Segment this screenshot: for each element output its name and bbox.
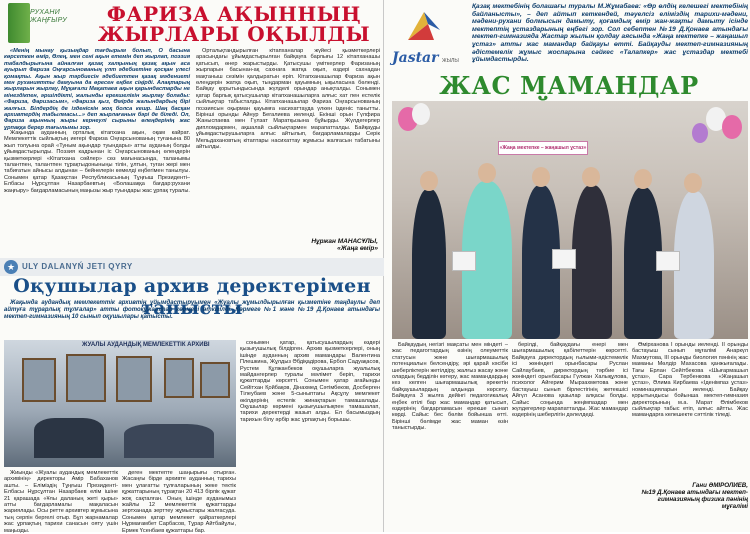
rubric-line1: РУХАНИ [30, 9, 61, 16]
right-intro: Қазақ мектебінің болашағы туралы М.Жұмабаев: «Өр өлдің келешегі мектебінің байланысты», – деп айтып кеткендей, тәуелсіз еліміздің тарихи-мәдени, мәдени-рухани болмысын дамыту, қоғамдық өмір жан-жақты дамыту ісінде мектептің ұстаздарының еңбегі зор. Сол себептен №19 Д.Қонаев атындағы мектеп-гимназияда Жастар жылын қолдау аясында «Жаңа мектепке – жаңашыл ұстаз» атты жас мамандар байқауы өтті. Байқауды мектеп-гимназияның әдістемелік жұмыс жоспарына сәйкес «Талапкер» жас ұстаздар мектебі ұйымдастырды. [472, 3, 748, 64]
headline-line1: ФАРИЗА АҚЫННЫҢ [106, 2, 362, 26]
person-head [634, 169, 652, 189]
author-paper: «Жаңа өмір» [337, 245, 378, 252]
right-col2-text: берілді, байқаудағы енері мен шығармашылық қабілеттерін көрсетті. Байқауға директордың ғылыми-әдістемелік ісі жөніндегі орынбасары Руслан Сайлаубаев, директордың тәрбие ісі жөніндегі орынбасары Гүлжан Халықұлова, психолог Айгерим Мырзахметова және бастауыш сынып бірлестігінің жетекшісі Айгүл Асанова қазылар алқасы болды. Сайыс соңында жеңімпаздар мен жүлдегерлер марапатталды. Жас мамандар өздерінің шеберлігін дәлелдеді. [512, 342, 628, 419]
person-head [420, 171, 438, 191]
jastar-logo-icon [404, 10, 444, 44]
jastar-logo [390, 6, 466, 72]
section-band-title: ULY DALANYŃ JETI QYRY [22, 262, 133, 271]
article2-col-bm-text: деген мектепте шаңырығы отырған. Жасаңғы бірде архивте ауданның тарихы мен ұлағатты тұлғаларының жеке тектік құжаттарының тұрақтан 20 413 бірлік құжат жоқ сақталған. Оның ішінде ауданымыз жайлы 12 мемлекеттік құжаттарды зертханада зерттеу жұмыстары жалғасуда. Сонымен қатар мемлекет қайраткерлері Нұрмағамбет Сарбасов, Тұрар Айтбайұлы, Ермек Үсенбаев құжаттары бар. [122, 470, 236, 534]
article2-col-bl [4, 470, 118, 534]
certificate [552, 249, 576, 269]
right-col3-text: Өмірханова I орынды иеленді. II орынды бастауыш сынып мұғалімі Анаркүл Махмутова, III орынды биология пәнінің жас маманы Мөлдір Махасова қанжығалады. Тағы Ерлан Сейітбекова «Шығармашыл ұстаз», Сара Тербенкова «Жаңашыл ұстаз», Әлима Кирбаева «Іденімпаз ұстаз» номинацияларын иеленді. Байқау қорытындысы бойынша мектеп-гимназия директорының м.а. Марат Өлімбеков сыйлықтар табыс етіп, алғыс айтты. Жас мамандарға келешекте сәттілік тіледі. [632, 342, 748, 419]
author-name: Гани ӘМІРОЛИЕВ, [692, 482, 748, 489]
right-signature [632, 482, 748, 510]
balloon-icon [722, 115, 742, 139]
headline-line2: ЖЫРЛАРЫ ОҚЫЛДЫ [97, 22, 371, 46]
logo-word: Jastar [392, 50, 439, 66]
article1-col1-text: Жақында ауданның орталық кітапхана ақын, оқам кайрат. Мемлекеттік сыйлықтың иегері Фариза Оңғарсынованың туғанына 80 жыл толуына орай «Туным ақындар туындары» атты ауданың болды ұйымдастырылды. Поэзия кадрынан іс Оңғарсынованың өлендерін қызметкерлері «Кітапхана сөйлер» сөз мағынасында, таланымы талантпен, талантпен тұрақтыдоныныңы тілін, ұлтын, туған жері мен табиғатын айнысы алдынан – бейнелерін кемелді еңбегімен танылуы. Сонымен қатар Қазақстан Республикасының Тұңғыш Президенті–Елбасы Нұрсұлтан Назарбаевтың «Болашаққа бағдар:рухани жаңғыру» бағдарламасының маңызы жыр туындары жас ұрпақ туралы. [4, 130, 190, 194]
headline3: ЖАС МАМАНДАР [439, 71, 699, 100]
right-col2 [512, 342, 628, 528]
article2-lead-text: Жақында аудандық мемлекеттік архивтің ұйымдастыруымен «Жуалы жұмылдырылған қызметіне таңдаулы деп айтуға тұрарлық тұлғалар» атты фотоқұжаттар көрмесі өткізілді. Көрмеге №1 және №19 Д.Қонаев атындағы мектеп-гимназияның 10 сынып оқушылары қатысты. [4, 300, 380, 320]
article2-col-bm [122, 470, 236, 534]
certificate [656, 251, 680, 271]
student-silhouette [124, 424, 214, 458]
person [674, 191, 714, 339]
ribbon-icon [8, 3, 30, 43]
student-silhouette [34, 418, 104, 458]
right-page [386, 0, 750, 532]
article2-lead [4, 300, 380, 336]
article2-col-mid-text: сонымен қатар, қатысушылардың өздері қызығушылық білдірген. Архив қызметкерлері, оның ішінде ауданның архив мамандары Валентина Плешкина, Жұлдыз Әбдіқадірова, Ербол Садуақасов, Рустем Құлжанбеков оқушыларға жуалылық майдангерлер туралы мәлімет беріп, тарихи құжаттарды көрсетті. Сонымен қатар ағайынды Сейітхан Қойбақов, Дінахмед Сәтімбеков, Досберген Тілеубаев және 5-сыныптағы Ақсұлу мемлекет өкілдерінің естелік жинақтарын тамашалады. Оқушылар көрмені қызығушылықпен тамашалап, тарихи деректерді жазып алды. Ел басымыздың тарихын білу әрбір жас ұрпақтың борышы. [240, 340, 380, 423]
author-role: №19 Д.Қонаев атындағы мектеп-гимназияның физика пәнінің мұғалімі [641, 489, 748, 510]
person-head [684, 173, 702, 193]
portrait-frame [22, 358, 56, 402]
photo-sign: ЖУАЛЫ АУДАНДЫҚ МЕМЛЕКЕТТІК АРХИВІ [82, 342, 210, 348]
star-icon: ★ [4, 260, 18, 274]
rubric-label [30, 9, 67, 25]
archive-exhibition-photo [4, 340, 236, 467]
right-col1-text: Байқаудың негізгі мақсаты мен міндеті – жас педагогтардың өзінің олеуметтік статусын және шығармашылық потенциалын белсендіру, әрі қарай кәсіби шеберліктерін жетілдіру, жалғыз жасау және олардың бедділін көтеру, жас мамандардың кез келген шығармашылық әрекетін байқаушылардың алдында көрсету. Байқауға 3 жылға дейінгі педагогикалық еңбек өтілі бар жас мамандар қатысып, өздерінің бағдарламасын ерекше сынап көрді. Сайыс бес бөлім бойынша өтті. Бірінші бөлімде жас маман өзін таныстырды. [392, 342, 508, 432]
article2-col-bl-text: Жиынды «Жуалы аудандық мемлекеттік архивінің» директоры Амір Бабаханов ашты. – Еліміздің Тұңғыш Президенті-Елбасы Нұрсұлтан Назарбаев елім ішіне 21 қарашада «Ұлы даланың жеті қыры» атты бағдарламалы мақаласын жариялады. Осы ретте архивтер жұмысына тың серпін бергелі отыр. Бұл жарнамалар жас ұрпақтың тарихи санасын ояту үшін маңызды. [4, 470, 118, 534]
person-head [582, 167, 600, 187]
article1-signature [196, 238, 378, 252]
person [412, 189, 446, 339]
portrait-frame [116, 356, 152, 402]
headline2: Оқушылар архив деректерімен танысты [13, 275, 371, 319]
balloon-icon [412, 103, 430, 125]
balloon-icon [692, 123, 708, 143]
article1-col2 [196, 48, 380, 236]
article1-col2-text: Ортальқтандырылған кітапханалар жүйесі қызметкерлері арасындағы ұйымдастырылған байқауға барлығы 12 кітапханашы қатысып, өнер жарыстырды. Қатысушы үміткерлер Фаризаның жырларын басынан-ақ сахнаға жатқа оқып, өздері сахнадан мақтаныш сезімін қалдыратын еріп. Кітапханашылар Фариза ақын өлеңдерін жатқа оқып, тыңдарман қауымның ықыласына бөленді. Байқау қорытындысында жүлделі орындар анықталды. Сонымен қатар барлық қатысушылар кітапханашыларға алғыс хат пен естелік сыйлықтар табысталды. Кітапханашылар Фариза Оңғарсынованың поэзиясын оқырман қауымға насихаттауда үлкен ізденіс танытты. Бірінші орынды Айнур Бегалиева иеленді. Екінші орын Гүлфира Жаныспаева мен Гүлзат Маратқызына бұйырды. Жүлдегерлер дипломдармен, ақшалай сыйлықтармен марапатталды. Байқауды ұйымдастырушыларға алғыс айтылып, бағдарламаларды Серік Мельдахановтың кітаптары насихаттау жұмысы жалғасын табатыны айтылды. [196, 48, 380, 151]
portrait-frame [66, 354, 106, 402]
article1-lead-text: «Менің мынау қызыңдар тағдырым болып, О басына көрсеткен өмір, Өлең, мен сені ақын етемін деп жырлап, поэзия табалдырығына айналған қазақ халқының қазақ ақын аса ауырып Фариза Оңғарсынованың үлт әдебиетіне қосқан үлесі қомақты. Ақын жыр тәрбиесін әдебиеттен қазақ мәдениеті мен руханиятты дамуына да өресен еңбек сіңірді. Алақтарың жырларын жырлау, Мұқағали Мақатаев ақын қарындастарды не мінездікпен, әршілдікті, жалынды ерекшелігін жырлау болады: «Фариза, Фаризасым», «Фариза қыз, Өмірде жалындардың бірі жалғыз. Білдердің де ізденіскін жоқ болса кешр. Шаң басқан архивтердің табылмасы...» деп жырлағанын бәрі де біледі. Ол, Фариза ақынның жыры кернеулі сырыны өлеңдерінің жас ұрпаққа берер тағылымы зор. [4, 48, 190, 131]
logo-sub: ЖЫЛЫ [442, 58, 459, 64]
right-col1 [392, 342, 508, 528]
article1-lead [4, 48, 190, 131]
young-teachers-photo [392, 101, 748, 339]
right-col3 [632, 342, 748, 480]
certificate [452, 251, 476, 271]
rubric-line2: ЖАҢҒЫРУ [30, 17, 68, 24]
author-name: Нұржан МАНАСҰЛЫ, [311, 238, 378, 245]
article2-col-mid [240, 340, 380, 528]
rukhani-zhangyru-rubric [4, 3, 82, 45]
portrait-frame [164, 358, 194, 398]
portrait-frame [200, 362, 230, 398]
person [572, 185, 612, 339]
person-head [478, 163, 496, 183]
person-head [532, 167, 550, 187]
article1-col1 [4, 130, 190, 256]
event-banner: «Жаңа мектепке – жаңашыл ұстаз» [498, 141, 588, 155]
